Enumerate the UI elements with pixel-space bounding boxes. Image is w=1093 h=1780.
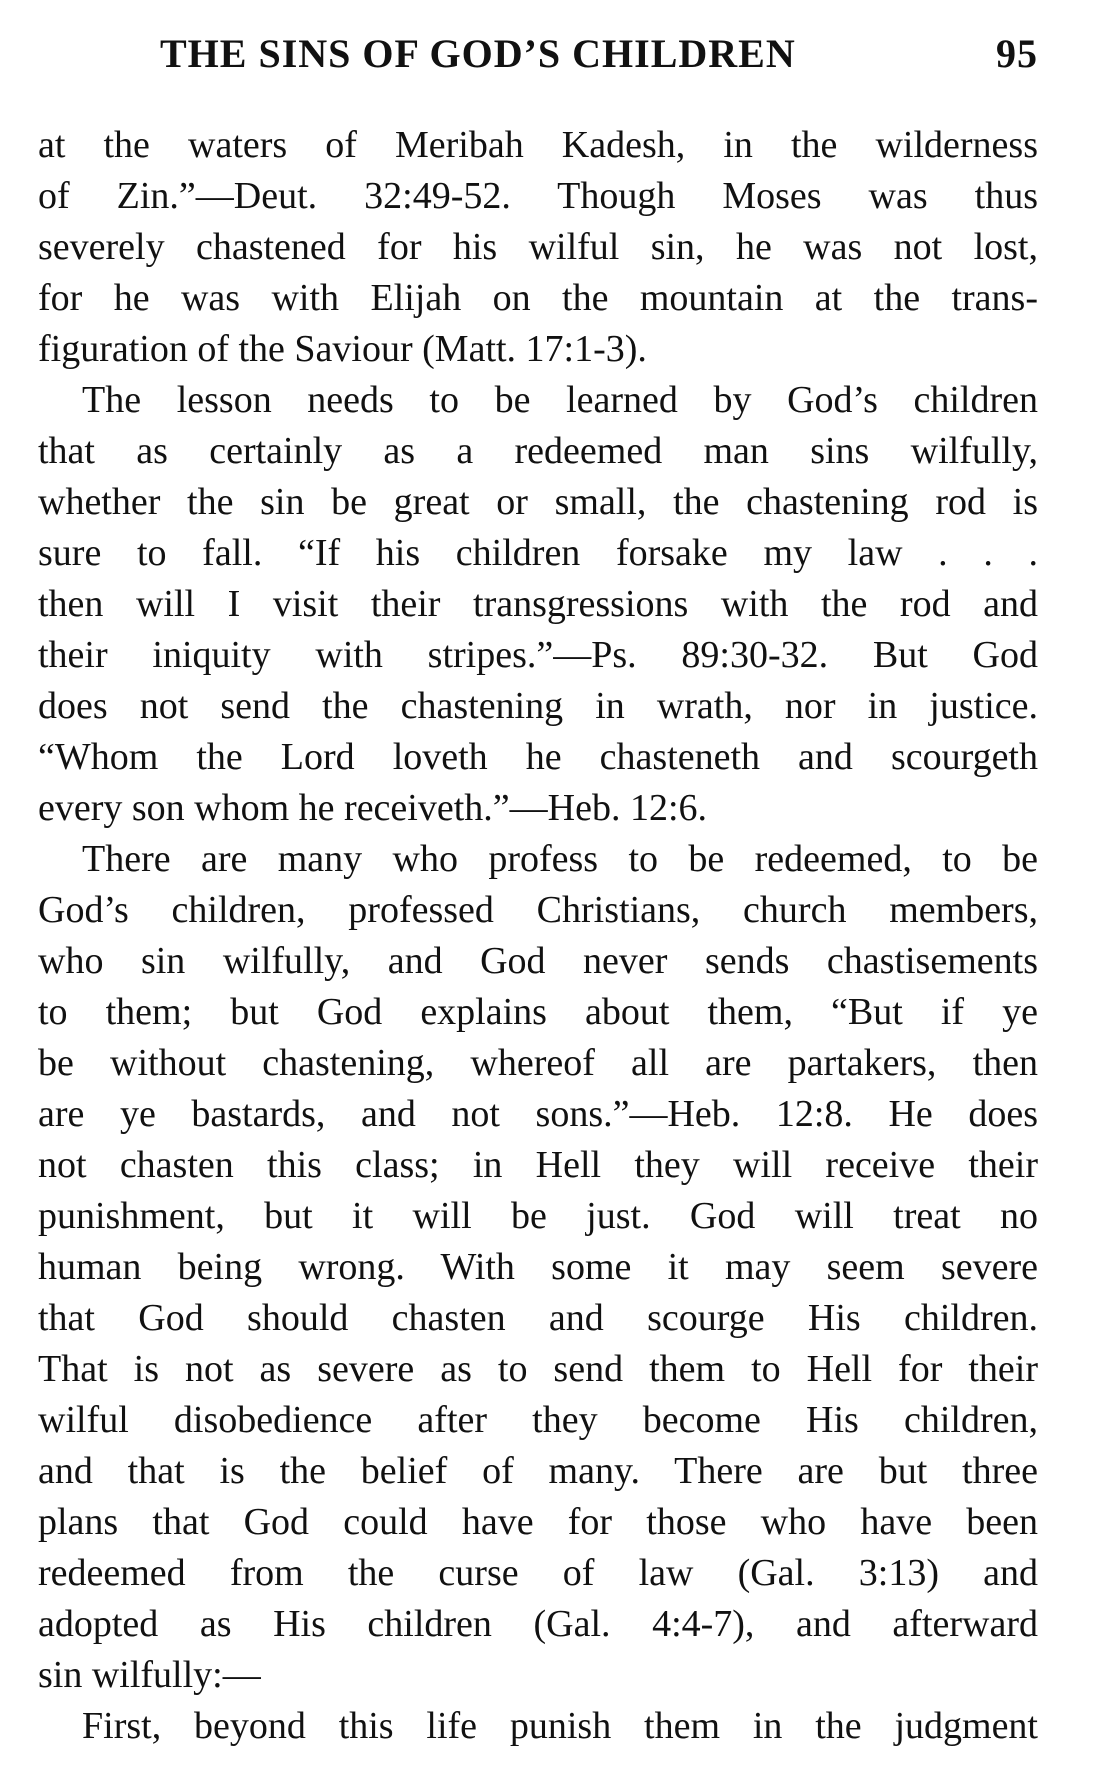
text-line: The lesson needs to be learned by God’s children bbox=[82, 379, 1038, 421]
page-header bbox=[160, 26, 1038, 82]
text-line: be without chastening, whereof all are partakers, then bbox=[38, 1042, 1038, 1084]
text-line: not chasten this class; in Hell they will receive their bbox=[38, 1144, 1038, 1186]
text-line: at the waters of Meribah Kadesh, in the wilderness bbox=[38, 124, 1038, 166]
page-number: 95 bbox=[996, 31, 1038, 76]
text-line: and that is the belief of many. There are but three bbox=[38, 1450, 1038, 1492]
text-line: for he was with Elijah on the mountain at the trans- bbox=[38, 277, 1038, 319]
text-line: severely chastened for his wilful sin, he was not lost, bbox=[38, 226, 1038, 268]
text-line: human being wrong. With some it may seem severe bbox=[38, 1246, 1038, 1288]
text-line: who sin wilfully, and God never sends chastisements bbox=[38, 940, 1038, 982]
text-line: every son whom he receiveth.”—Heb. 12:6. bbox=[38, 787, 708, 829]
text-line: wilful disobedience after they become His children, bbox=[38, 1399, 1038, 1441]
text-line: of Zin.”—Deut. 32:49-52. Though Moses was thus bbox=[38, 175, 1038, 217]
text-line: their iniquity with stripes.”—Ps. 89:30-32. But God bbox=[38, 634, 1038, 676]
text-line: God’s children, professed Christians, church members, bbox=[38, 889, 1038, 931]
text-line: sin wilfully:— bbox=[38, 1654, 261, 1696]
text-line: “Whom the Lord loveth he chasteneth and scourgeth bbox=[38, 736, 1038, 778]
text-line: then will I visit their transgressions with the rod and bbox=[38, 583, 1038, 625]
text-line: to them; but God explains about them, “But if ye bbox=[38, 991, 1038, 1033]
text-line: adopted as His children (Gal. 4:4-7), and afterward bbox=[38, 1603, 1038, 1645]
text-line: redeemed from the curse of law (Gal. 3:13) and bbox=[38, 1552, 1038, 1594]
text-line: First, beyond this life punish them in the judgment bbox=[82, 1705, 1038, 1747]
text-line: does not send the chastening in wrath, nor in justice. bbox=[38, 685, 1038, 727]
text-line: that God should chasten and scourge His children. bbox=[38, 1297, 1038, 1339]
running-title: THE SINS OF GOD’S CHILDREN bbox=[160, 31, 796, 76]
text-line: figuration of the Saviour (Matt. 17:1-3). bbox=[38, 328, 647, 370]
text-line: There are many who profess to be redeemed, to be bbox=[82, 838, 1038, 880]
text-line: plans that God could have for those who have been bbox=[38, 1501, 1038, 1543]
text-line: That is not as severe as to send them to Hell for their bbox=[38, 1348, 1038, 1390]
text-line: sure to fall. “If his children forsake my law . . . bbox=[38, 532, 1038, 574]
body-text bbox=[38, 120, 1038, 1752]
text-line: that as certainly as a redeemed man sins wilfully, bbox=[38, 430, 1038, 472]
text-line: are ye bastards, and not sons.”—Heb. 12:8. He does bbox=[38, 1093, 1038, 1135]
text-line: punishment, but it will be just. God will treat no bbox=[38, 1195, 1038, 1237]
text-line: whether the sin be great or small, the chastening rod is bbox=[38, 481, 1038, 523]
